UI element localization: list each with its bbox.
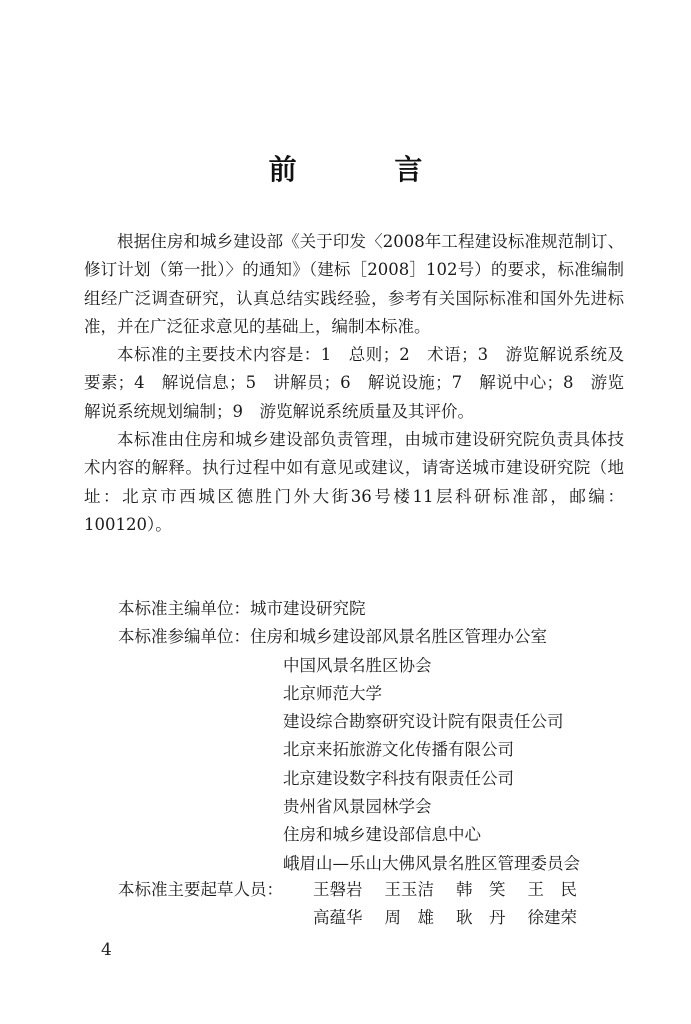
page-number: 4 (101, 940, 112, 960)
drafter-name: 王玉洁 (384, 880, 434, 899)
paragraph-basis: 根据住房和城乡建设部《关于印发〈2008年工程建设标准规范制订、修订计划（第一批）〉的通知》（建标［2008］102号）的要求，标准编制组经广泛调查研究，认真总结实践经验，参考有关国际标准和国外先进标准，并在广泛征求意见的基础上，编制本标准。 (84, 232, 624, 336)
page-title: 前 言 (268, 153, 467, 186)
drafter-name: 王 民 (527, 880, 577, 899)
participating-unit: 建设综合勘察研究设计院有限责任公司 (283, 712, 564, 732)
drafter-name: 耿 丹 (456, 908, 506, 928)
drafters-row (118, 876, 599, 904)
chief-unit-label: 本标准主编单位： (118, 599, 250, 618)
organizations (118, 595, 658, 878)
participating-unit: 贵州省风景园林学会 (283, 797, 432, 817)
participating-unit: 住房和城乡建设部信息中心 (283, 825, 481, 845)
drafter-names (118, 904, 599, 932)
drafter-name: 韩 笑 (456, 880, 506, 899)
participating-unit: 北京建设数字科技有限责任公司 (283, 768, 514, 788)
drafters-label: 本标准主要起草人员： (118, 880, 283, 899)
participating-units-label: 本标准参编单位： (118, 627, 250, 647)
drafters (118, 876, 599, 933)
drafter-name: 周 雄 (384, 908, 434, 928)
participating-unit: 峨眉山—乐山大佛风景名胜区管理委员会 (283, 853, 580, 873)
drafter-name: 徐建荣 (527, 908, 577, 928)
paragraph-management: 本标准由住房和城乡建设部负责管理，由城市建设研究院负责具体技术内容的解释。执行过程中如有意见或建议，请寄送城市建设研究院（地址：北京市西城区德胜门外大街36号楼11层科研标准部，邮编：100120）。 (84, 430, 624, 534)
drafter-name: 王磐岩 (313, 880, 363, 899)
body-text (84, 228, 624, 539)
chief-unit-name: 城市建设研究院 (250, 599, 366, 618)
participating-unit: 住房和城乡建设部风景名胜区管理办公室 (250, 627, 547, 647)
participating-unit: 北京师范大学 (283, 683, 382, 703)
paragraph-contents: 本标准的主要技术内容是：1 总则；2 术语；3 游览解说系统及要素；4 解说信息；5 讲解员；6 解说设施；7 解说中心；8 游览解说系统规划编制；9 游览解说系统质量及其评价。 (84, 345, 624, 421)
participating-unit: 北京来拓旅游文化传播有限公司 (283, 740, 514, 760)
participating-unit-row (118, 623, 658, 651)
chief-unit-row (118, 595, 658, 623)
drafter-name: 高蕴华 (313, 908, 363, 928)
participating-unit: 中国风景名胜区协会 (283, 655, 432, 675)
drafter-names (313, 876, 599, 904)
